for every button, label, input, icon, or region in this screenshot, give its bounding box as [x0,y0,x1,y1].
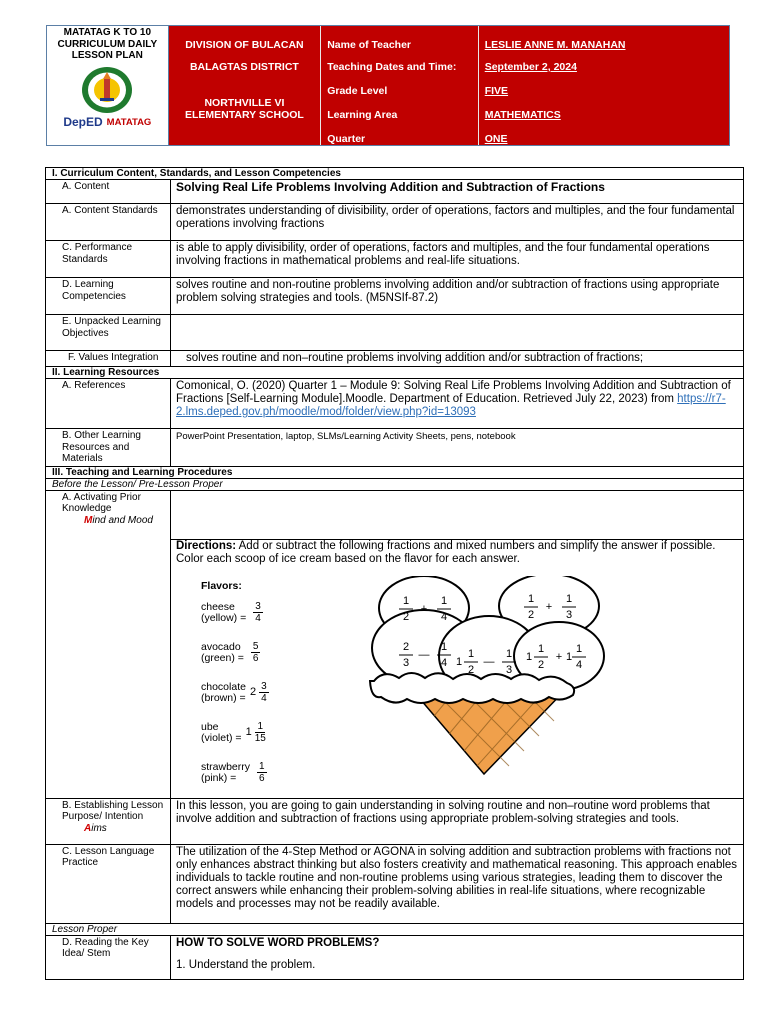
key-idea-cell [171,935,744,979]
values-value: solves routine and non–routine problems involving addition and/or subtraction of fractions; [171,351,744,367]
district-name: BALAGTAS DISTRICT [189,61,299,73]
flavor-den: 6 [259,773,265,784]
area-value: MATHEMATICS [484,109,561,121]
flavor-fraction [253,601,263,624]
header-banner [46,25,730,146]
scoop-term: 1 [455,655,463,668]
flavor-num: 5 [252,641,259,652]
table-row [46,241,744,278]
flavor-den: 15 [254,733,266,744]
flavor-list [201,593,269,793]
flavor-fraction [257,761,267,784]
section3-title: III. Teaching and Learning Procedures [46,466,744,478]
lesson-plan-document [45,167,743,980]
purpose-label-cell [46,798,171,844]
info-values [479,26,729,145]
info-labels [321,26,479,145]
references-label: A. References [46,379,171,429]
scoop-term: 1 [505,647,513,660]
scoop-term: 2 [467,663,475,676]
table-row [46,844,744,923]
flavor-fraction [259,681,269,704]
competencies-value: solves routine and non-routine problems involving addition and/or subtraction of fractions using appropriate problem solving strategies and tools. (M5NSIf-87.2) [171,278,744,315]
scoop-term: 4 [440,610,448,623]
activity-cell [171,490,744,798]
content-value: Solving Real Life Problems Involving Addition and Subtraction of Fractions [171,180,744,204]
activating-label: A. Activating Prior Knowledge [62,491,141,514]
activity-spacer [171,491,743,540]
purpose-label: B. Establishing Lesson Purpose/ Intention [62,799,164,822]
flavor-den: 6 [252,653,259,664]
flavor-fraction [255,721,266,744]
quarter-label: Quarter [327,133,366,145]
performance-value: is able to apply divisibility, order of operations, factors and multiples, and the four fundamental operations involving fractions in mathematical problems and real-life situations. [171,241,744,278]
table-row [46,204,744,241]
values-label: F. Values Integration [46,351,171,367]
flavor-name: strawberry [201,760,251,773]
area-label: Learning Area [327,109,398,121]
division-block [169,26,322,145]
scoop-term: 3 [505,663,513,676]
aims-a: A [84,822,92,834]
logo-block [47,26,169,145]
lesson-proper-label: Lesson Proper [46,923,744,935]
directions-label: Directions: [176,539,237,552]
performance-label: C. Performance Standards [46,241,171,278]
scoop-term: 2 [402,610,410,623]
other-resources-label: B. Other Learning Resources and Materials [46,429,171,467]
scoop-term: 1 [402,594,410,607]
scoop-term: 4 [440,656,448,669]
scoop-term: 1 [565,650,573,663]
mind-rest: ind and Mood [92,514,153,526]
dates-label: Teaching Dates and Time: [327,61,457,73]
scoop-term: 1 [467,647,475,660]
directions [171,540,743,566]
flavor-name: avocado [201,640,241,653]
key-idea-title: HOW TO SOLVE WORD PROBLEMS? [176,936,380,949]
standards-label: A. Content Standards [46,204,171,241]
flavor-whole: 1 [245,726,252,738]
flavor-item [201,593,269,633]
scoop-term: 2 [527,608,535,621]
section-row [46,466,744,478]
scoop-term: 1 [527,592,535,605]
ice-cream-activity [171,566,743,796]
dates-value: September 2, 2024 [484,61,577,73]
key-idea-step: 1. Understand the problem. [176,958,316,971]
ice-cream-cone-image [369,576,619,776]
aims-tag [62,823,165,835]
key-idea-label: D. Reading the Key Idea/ Stem [46,935,171,979]
lesson-plan-table [45,167,744,980]
flavor-item [201,673,269,713]
table-row [46,379,744,429]
standards-value: demonstrates understanding of divisibility, order of operations, factors and multiples, and the four fundamental operations involving fractions [171,204,744,241]
references-text: Comonical, O. (2020) Quarter 1 – Module 9: Solving Real Life Problems Involving Addition and Subtraction of Fractions [Self-Learning Module].Moodle. Department of Education. Retrieved July 22, 2023) from [176,380,731,405]
language-practice-value: The utilization of the 4-Step Method or AGONA in solving addition and subtraction problems with fractions not only enhances abstract thinking but also fosters creativity and mathematical reasoning. This approach enables individuals to tackle routine and non-routine problems using various strategies, leading them to discover the correct answers while enhancing their problem-solving abilities in real-life situations, where recognizable models and processes may not be readily available. [171,844,744,923]
teacher-label: Name of Teacher [327,39,412,51]
section-row [46,367,744,379]
quarter-value: ONE [484,133,508,145]
scoop-term: 1 [440,640,448,653]
flavor-color: (pink) = [201,771,237,784]
section1-title: I. Curriculum Content, Standards, and Lesson Competencies [46,168,744,180]
before-lesson-label: Before the Lesson/ Pre-Lesson Proper [46,478,744,490]
table-row [46,490,744,798]
flavor-name: cheese [201,600,235,613]
flavor-color: (yellow) = [201,611,247,624]
flavor-item [201,753,269,793]
scoop-term: + [545,600,553,613]
references-value [171,379,744,429]
table-row [46,429,744,467]
section-row [46,923,744,935]
mind-m: M [84,514,93,526]
flavor-color: (green) = [201,651,244,664]
scoop-term: 3 [402,656,410,669]
flavors-legend [201,580,269,793]
grade-value: FIVE [484,85,509,97]
other-resources-value: PowerPoint Presentation, laptop, SLMs/Learning Activity Sheets, pens, notebook [171,429,744,467]
flavor-color: (violet) = [201,731,242,744]
scoop-term: 2 [537,658,545,671]
purpose-value: In this lesson, you are going to gain understanding in solving routine and non–routine word problems that involve addition and subtraction of fractions using appropriate problem-solving strategies and tools. [171,798,744,844]
section-row [46,478,744,490]
unpacked-label: E. Unpacked Learning Objectives [46,315,171,351]
deped-seal-icon [76,64,138,114]
section2-title: II. Learning Resources [46,367,744,379]
table-row [46,351,744,367]
table-row [46,180,744,204]
curriculum-title: MATATAG K TO 10 CURRICULUM DAILY LESSON PLAN [57,27,158,61]
section-row [46,168,744,180]
scoop-term: + [420,602,428,615]
division-name: DIVISION OF BULACAN [185,39,304,51]
flavor-item [201,713,269,753]
content-label: A. Content [46,180,171,204]
language-practice-label: C. Lesson Language Practice [46,844,171,923]
flavor-color: (brown) = [201,691,246,704]
table-row [46,798,744,844]
activating-label-cell [46,490,171,798]
flavor-num: 3 [261,681,267,692]
flavors-title: Flavors: [201,579,242,592]
flavor-den: 4 [261,693,267,704]
scoop-term: 1 [525,650,533,663]
flavor-item [201,633,269,673]
scoop-term: 1 [565,592,573,605]
flavor-name: chocolate [201,680,246,693]
scoop-term: 2 [402,640,410,653]
scoop-term: 1 [537,642,545,655]
school-name: NORTHVILLE VI ELEMENTARY SCHOOL [185,97,304,121]
mind-mood-tag [62,515,165,527]
flavor-whole: 2 [249,686,257,698]
table-row [46,935,744,979]
scoop-term: — [418,648,430,661]
competencies-label: D. Learning Competencies [46,278,171,315]
scoop-term: 3 [565,608,573,621]
flavor-num: 3 [255,601,261,612]
flavor-den: 4 [255,613,261,624]
flavor-num: 1 [257,721,264,732]
flavor-num: 1 [259,761,265,772]
directions-text: Add or subtract the following fractions and mixed numbers and simplify the answer if possible. Color each scoop of ice cream based on the flavor for each answer. [176,539,716,565]
matatag-logo: MATATAG [106,116,152,128]
aims-rest: ims [91,822,107,834]
references-link[interactable]: https://r7-2.lms.deped.gov.ph/moodle/mod/folder/view.php?id=13093 [176,393,726,418]
scoop-term: 1 [440,594,448,607]
flavor-fraction [251,641,261,664]
grade-label: Grade Level [327,85,388,97]
scoop-term: — [483,655,495,668]
table-row [46,315,744,351]
deped-logo: DepED [63,114,103,129]
scoop-term: 1 [575,642,583,655]
unpacked-value [171,315,744,351]
flavor-name: ube [201,720,219,733]
teacher-value: LESLIE ANNE M. MANAHAN [484,39,626,51]
table-row [46,278,744,315]
scoop-term: + [555,650,563,663]
scoop-term: 4 [575,658,583,671]
